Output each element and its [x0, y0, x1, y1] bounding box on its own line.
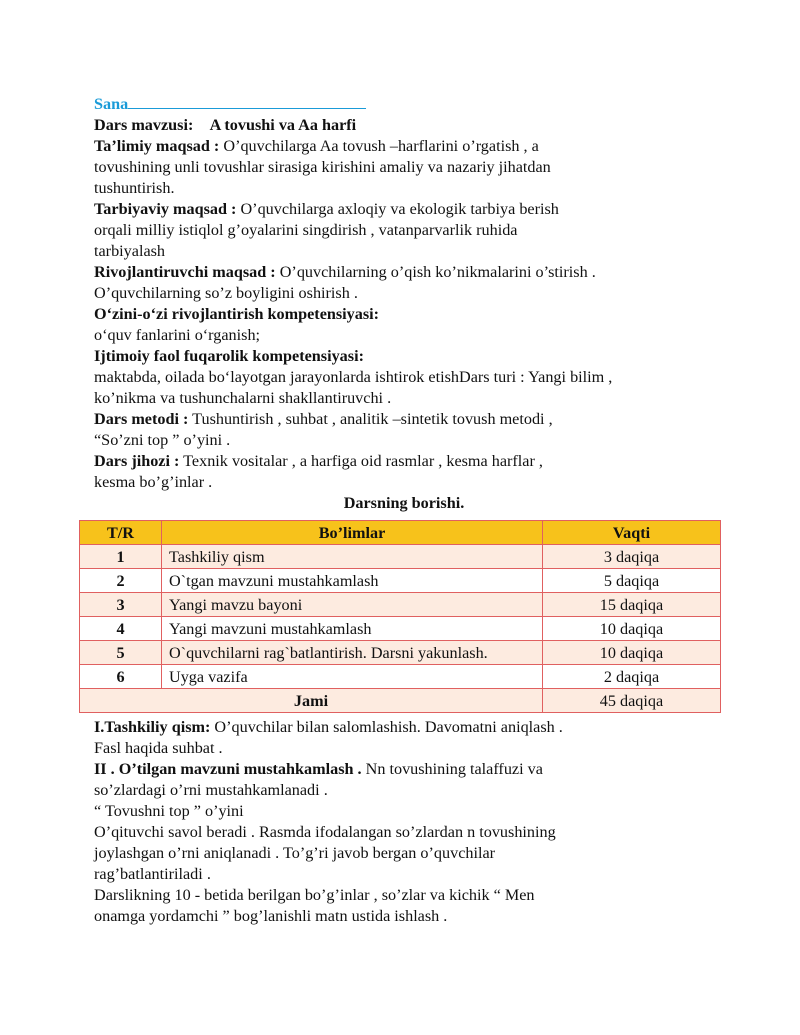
stage-review	[94, 759, 714, 927]
lesson-equipment-line2: kesma bo’g’inlar .	[94, 473, 213, 491]
educational-goal-line2: tovushining unli tovushlar sirasiga kirishini amaliy va nazariy jihatdan	[94, 158, 551, 176]
row-number: 2	[80, 569, 162, 593]
lesson-method-line1: Tushuntirish , suhbat , analitik –sintetik tovush metodi ,	[188, 410, 553, 428]
row-number: 5	[80, 641, 162, 665]
table-row	[80, 545, 721, 569]
table-row	[80, 665, 721, 689]
educational-goal-line1: O’quvchilarga Aa tovush –harflarini o’rgatish , a	[219, 137, 539, 155]
header-tr: T/R	[80, 521, 162, 545]
civic-competence-line2: ko’nikma va tushunchalarni shakllantiruvchi .	[94, 389, 392, 407]
date-label: Sana	[94, 95, 129, 113]
row-section: Yangi mavzu bayoni	[162, 593, 543, 617]
table-row	[80, 569, 721, 593]
table-total-row	[80, 689, 721, 713]
stage2-line5: joylashgan o’rni aniqlanadi . To’g’ri javob bergan o’quvchilar	[94, 844, 496, 862]
row-time: 15 daqiqa	[543, 593, 721, 617]
total-value: 45 daqiqa	[543, 689, 721, 713]
upbringing-goal	[94, 199, 714, 262]
row-number: 4	[80, 617, 162, 641]
row-section: Uyga vazifa	[162, 665, 543, 689]
row-time: 10 daqiqa	[543, 617, 721, 641]
row-time: 5 daqiqa	[543, 569, 721, 593]
lesson-plan-header	[94, 94, 714, 514]
row-time: 2 daqiqa	[543, 665, 721, 689]
upbringing-goal-line1: O’quvchilarga axloqiy va ekologik tarbiya berish	[236, 200, 559, 218]
lesson-topic	[94, 115, 714, 136]
stage-organizational	[94, 717, 714, 759]
stage2-label: II . O’tilgan mavzuni mustahkamlash .	[94, 760, 362, 778]
stage1-line2: Fasl haqida suhbat .	[94, 739, 223, 757]
upbringing-goal-line3: tarbiyalash	[94, 242, 166, 260]
row-number: 6	[80, 665, 162, 689]
row-time: 10 daqiqa	[543, 641, 721, 665]
lesson-equipment-label: Dars jihozi :	[94, 452, 180, 470]
developmental-goal-line2: O’quvchilarning so’z boyligini oshirish .	[94, 284, 358, 302]
self-development-text: o‘quv fanlarini o‘rganish;	[94, 326, 261, 344]
educational-goal-line3: tushuntirish.	[94, 179, 175, 197]
row-section: Tashkiliy qism	[162, 545, 543, 569]
stage2-line7: Darslikning 10 - betida berilgan bo’g’inlar , so’zlar va kichik “ Men	[94, 886, 535, 904]
stage1-label: I.Tashkiliy qism:	[94, 718, 211, 736]
stage2-line4: O’qituvchi savol beradi . Rasmda ifodalangan so’zlardan n tovushining	[94, 823, 556, 841]
row-number: 1	[80, 545, 162, 569]
self-development-competence	[94, 304, 714, 346]
table-row	[80, 641, 721, 665]
stage2-line1: Nn tovushining talaffuzi va	[361, 760, 543, 778]
civic-competence	[94, 346, 714, 409]
lesson-method	[94, 409, 714, 451]
topic-value: A tovushi va Aa harfi	[209, 116, 357, 134]
stage2-line6: rag’batlantiriladi .	[94, 865, 211, 883]
topic-label: Dars mavzusi:	[94, 116, 194, 134]
row-section: O`tgan mavzuni mustahkamlash	[162, 569, 543, 593]
row-section: O`quvchilarni rag`batlantirish. Darsni yakunlash.	[162, 641, 543, 665]
developmental-goal-label: Rivojlantiruvchi maqsad :	[94, 263, 276, 281]
row-number: 3	[80, 593, 162, 617]
self-development-label: O‘zini-o‘zi rivojlantirish kompetensiyasi:	[94, 305, 380, 323]
upbringing-goal-line2: orqali milliy istiqlol g’oyalarini singdirish , vatanparvarlik ruhida	[94, 221, 518, 239]
lesson-stages	[94, 717, 714, 927]
civic-competence-label: Ijtimoiy faol fuqarolik kompetensiyasi:	[94, 347, 364, 365]
developmental-goal-line1: O’quvchilarning o’qish ko’nikmalarini o’stirish .	[275, 263, 596, 281]
civic-competence-line1: maktabda, oilada bo‘layotgan jarayonlarda ishtirok etishDars turi : Yangi bilim ,	[94, 368, 613, 386]
plan-title: Darsning borishi.	[343, 494, 465, 512]
upbringing-goal-label: Tarbiyaviy maqsad :	[94, 200, 237, 218]
table-row	[80, 593, 721, 617]
total-label: Jami	[80, 689, 543, 713]
stage2-line2: so’zlardagi o’rni mustahkamlanadi .	[94, 781, 328, 799]
date-field	[94, 94, 714, 115]
lesson-equipment	[94, 451, 714, 493]
stage1-line1: O’quvchilar bilan salomlashish. Davomatni aniqlash .	[210, 718, 563, 736]
row-time: 3 daqiqa	[543, 545, 721, 569]
table-header-row	[80, 521, 721, 545]
table-row	[80, 617, 721, 641]
lesson-plan-table	[79, 520, 721, 713]
stage2-line3: “ Tovushni top ” o’yini	[94, 802, 244, 820]
lesson-method-label: Dars metodi :	[94, 410, 189, 428]
educational-goal	[94, 136, 714, 199]
date-underline	[128, 94, 366, 109]
lesson-method-line2: “So’zni top ” o’yini .	[94, 431, 231, 449]
row-section: Yangi mavzuni mustahkamlash	[162, 617, 543, 641]
developmental-goal	[94, 262, 714, 304]
stage2-line8: onamga yordamchi ” bog’lanishli matn ustida ishlash .	[94, 907, 448, 925]
educational-goal-label: Ta’limiy maqsad :	[94, 137, 220, 155]
lesson-equipment-line1: Texnik vositalar , a harfiga oid rasmlar , kesma harflar ,	[179, 452, 543, 470]
header-time: Vaqti	[543, 521, 721, 545]
header-sections: Bo’limlar	[162, 521, 543, 545]
